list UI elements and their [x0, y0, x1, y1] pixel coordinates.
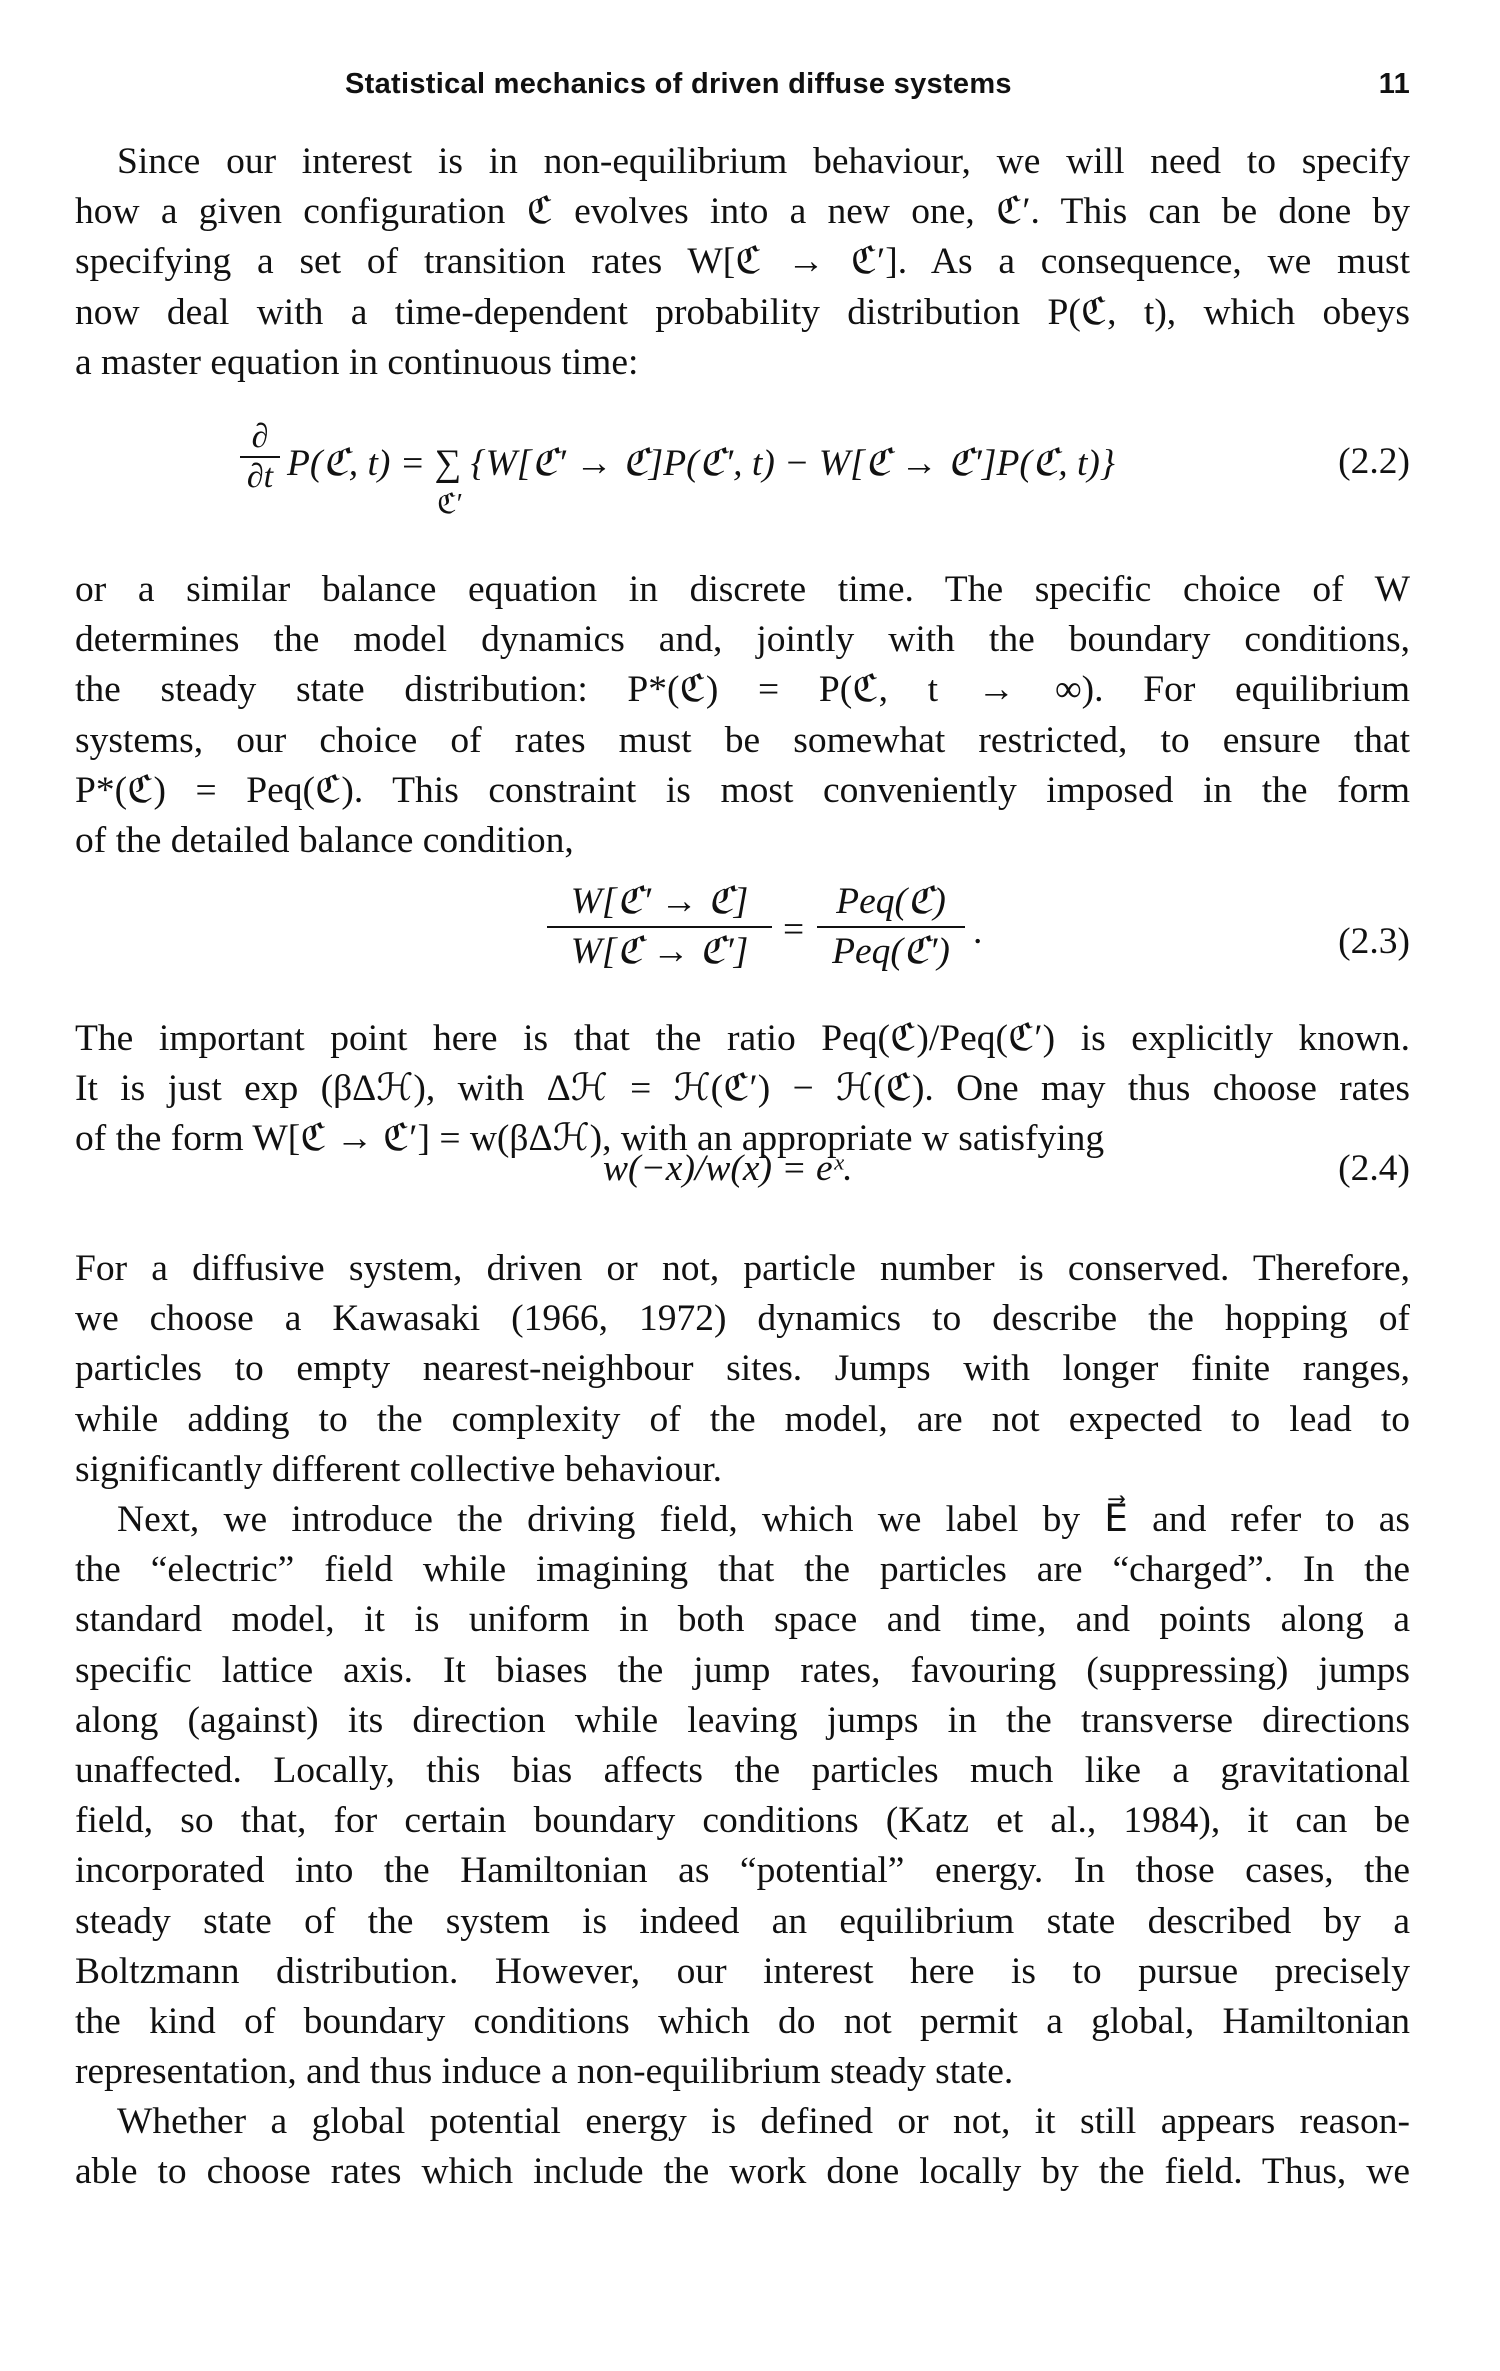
equation-2-3 — [75, 880, 1410, 990]
text-line: of the form W[ℭ → ℭ′] = w(βΔℋ), with an appropriate w satisfying — [75, 1118, 1105, 1160]
text-line: or a similar balance equation in discrete time. The specific choice of W — [75, 569, 1410, 610]
partial-denominator: ∂t — [246, 458, 274, 495]
text-line: specific lattice axis. It biases the jump rates, favouring (suppressing) jumps — [75, 1649, 1410, 1691]
fraction-bar — [817, 926, 965, 928]
fraction-bar — [547, 926, 772, 928]
text-line: steady state of the system is indeed an equilibrium state described by a — [75, 1900, 1410, 1942]
text-line: particles to empty nearest-neighbour sites. Jumps with longer finite ranges, — [75, 1348, 1410, 1390]
paragraph-6 — [75, 2097, 1410, 2197]
text-line: a master equation in continuous time: — [75, 341, 639, 383]
paragraph-1 — [75, 137, 1410, 388]
rate-condition: w(−x)/w(x) = eˣ. — [603, 1148, 853, 1189]
text-line: how a given configuration ℭ evolves into a new one, ℭ′. This can be done by — [75, 191, 1410, 233]
text-line: now deal with a time-dependent probability distribution P(ℭ, t), which obeys — [75, 291, 1410, 333]
text-line: we choose a Kawasaki (1966, 1972) dynamics to describe the hopping of — [75, 1298, 1410, 1340]
text-line: Boltzmann distribution. However, our interest here is to pursue precisely — [75, 1950, 1410, 1992]
text-line: determines the model dynamics and, jointly with the boundary conditions, — [75, 619, 1410, 661]
probability-numerator: Peq(ℭ) — [836, 881, 946, 922]
text-line: field, so that, for certain boundary conditions (Katz et al., 1984), it can be — [75, 1800, 1410, 1842]
text-line: Whether a global potential energy is defined or not, it still appears reason- — [117, 2101, 1410, 2142]
equation-period: . — [973, 911, 983, 952]
sum-subscript: ℭ′ — [437, 489, 463, 520]
probability-ratio-fraction — [817, 880, 965, 974]
text-line: It is just exp (βΔℋ), with Δℋ = ℋ(ℭ′) − ℋ(ℭ). One may thus choose rates — [75, 1068, 1410, 1110]
text-line: significantly different collective behaviour. — [75, 1448, 723, 1490]
text-line: along (against) its direction while leaving jumps in the transverse directions — [75, 1699, 1410, 1741]
paragraph-3 — [75, 1014, 1410, 1165]
text-line: P*(ℭ) = Peq(ℭ). This constraint is most conveniently imposed in the form — [75, 769, 1410, 811]
partial-numerator: ∂ — [251, 418, 269, 455]
running-title: Statistical mechanics of driven diffuse systems — [345, 68, 1012, 100]
text-line: while adding to the complexity of the model, are not expected to lead to — [75, 1398, 1410, 1440]
text-line: the kind of boundary conditions which do not permit a global, Hamiltonian — [75, 2001, 1410, 2043]
equals-sign: = — [783, 909, 805, 950]
page-number: 11 — [1378, 68, 1410, 100]
text-line: systems, our choice of rates must be somewhat restricted, to ensure that — [75, 719, 1410, 761]
equation-2-4 — [75, 1147, 1410, 1197]
text-line: of the detailed balance condition, — [75, 820, 574, 862]
text-line: Since our interest is in non-equilibrium behaviour, we will need to specify — [117, 141, 1410, 182]
paragraph-2 — [75, 565, 1410, 866]
text-line: able to choose rates which include the work done locally by the field. Thus, we — [75, 2151, 1410, 2193]
partial-derivative — [240, 420, 280, 494]
text-line: The important point here is that the ratio Peq(ℭ)/Peq(ℭ′) is explicitly known. — [75, 1018, 1410, 1059]
master-equation-body: P(ℭ, t) = ∑ {W[ℭ′ → ℭ]P(ℭ′, t) − W[ℭ → ℭ′]P(ℭ, t)} — [287, 443, 1115, 484]
text-line: unaffected. Locally, this bias affects the particles much like a gravitational — [75, 1750, 1410, 1792]
running-header — [75, 68, 1410, 108]
equation-number: (2.3) — [1338, 921, 1410, 962]
rate-ratio-fraction — [547, 880, 772, 974]
paragraph-4 — [75, 1244, 1410, 1495]
text-line: For a diffusive system, driven or not, particle number is conserved. Therefore, — [75, 1248, 1410, 1289]
text-line: the steady state distribution: P*(ℭ) = P(ℭ, t → ∞). For equilibrium — [75, 669, 1410, 711]
text-line: incorporated into the Hamiltonian as “potential” energy. In those cases, the — [75, 1850, 1410, 1892]
rate-denominator: W[ℭ → ℭ′] — [570, 931, 749, 972]
text-line: standard model, it is uniform in both space and time, and points along a — [75, 1599, 1410, 1641]
rate-numerator: W[ℭ′ → ℭ] — [570, 881, 749, 922]
paragraph-5 — [75, 1495, 1410, 2097]
equation-number: (2.4) — [1338, 1148, 1410, 1189]
text-line: representation, and thus induce a non-equilibrium steady state. — [75, 2051, 1014, 2093]
probability-denominator: Peq(ℭ′) — [832, 931, 950, 972]
equation-2-2 — [75, 415, 1410, 525]
equation-number: (2.2) — [1338, 441, 1410, 482]
text-line: the “electric” field while imagining that the particles are “charged”. In the — [75, 1549, 1410, 1591]
text-line: Next, we introduce the driving field, which we label by E⃗ and refer to as — [117, 1499, 1410, 1540]
text-line: specifying a set of transition rates W[ℭ → ℭ′]. As a consequence, we must — [75, 241, 1410, 283]
